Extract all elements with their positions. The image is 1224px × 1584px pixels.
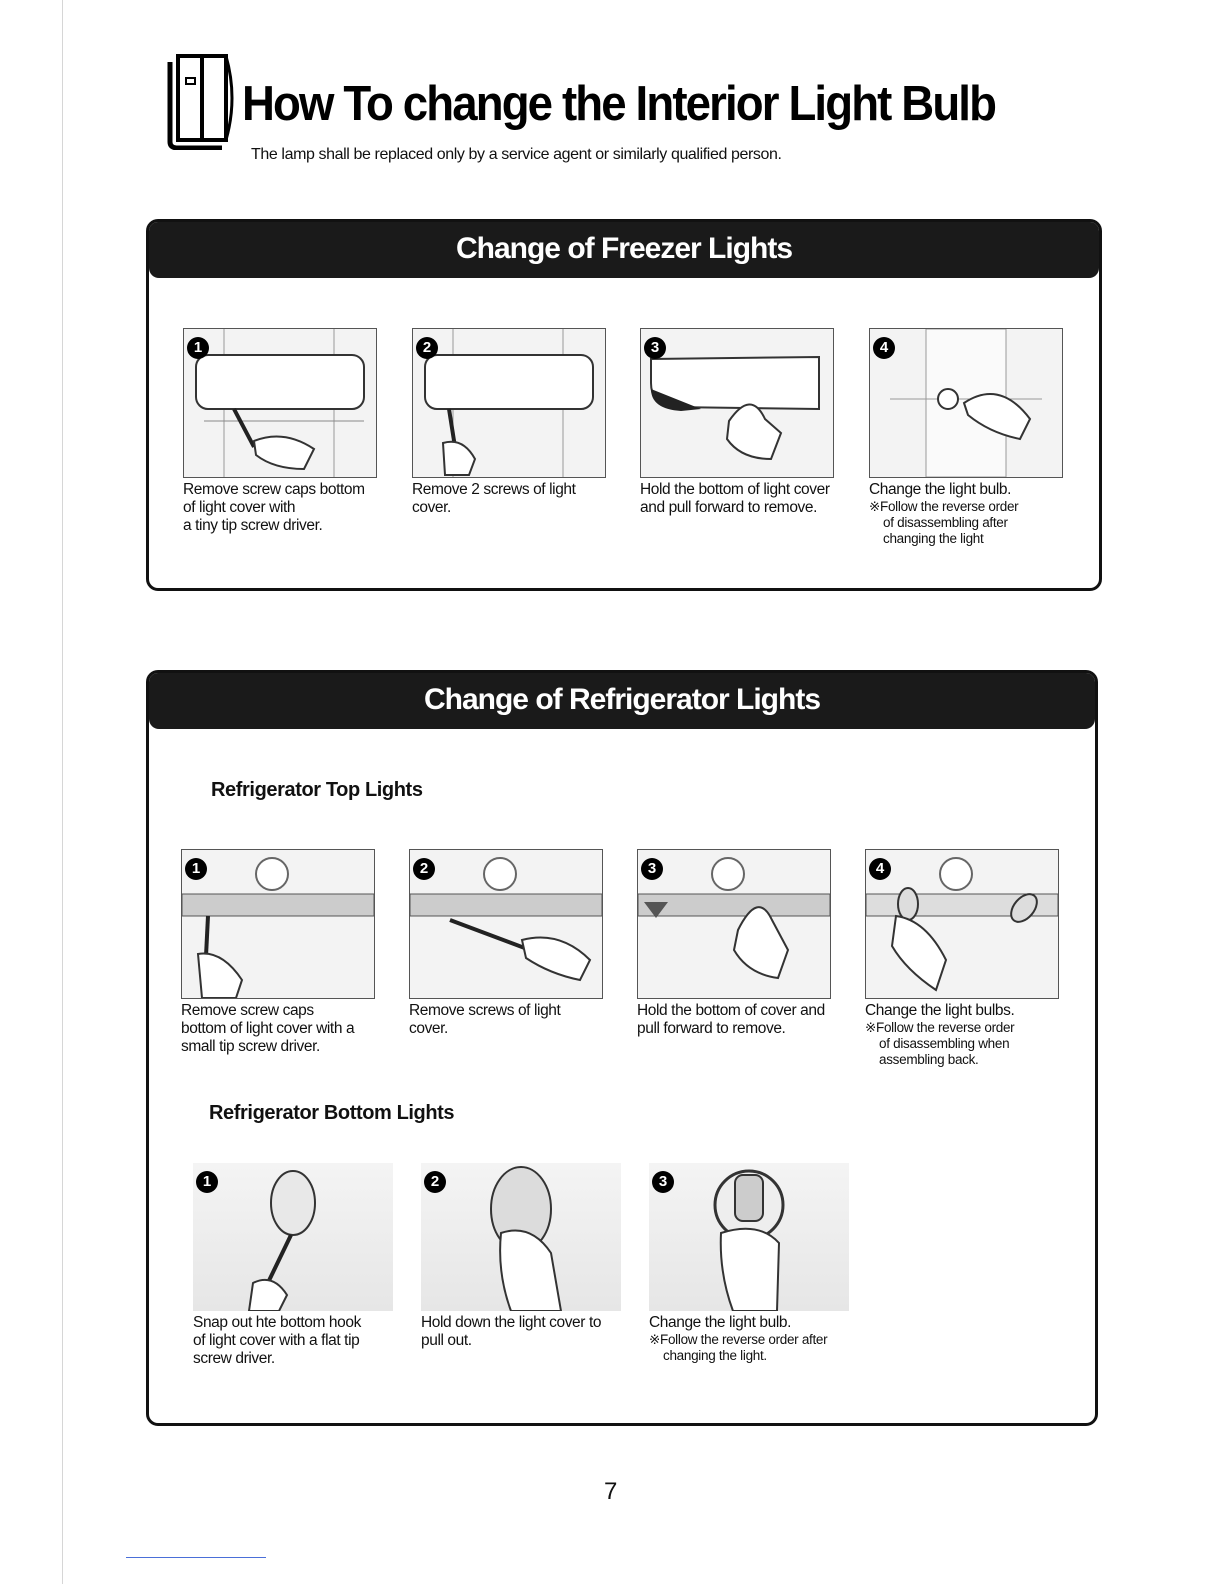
- remove-screws-drawing: [413, 329, 605, 477]
- freezer-step-1: [183, 328, 393, 535]
- footer-rule: [126, 1557, 266, 1558]
- step-number-badge: 3: [652, 1171, 674, 1193]
- bottom-step-2-caption: Hold down the light cover to pull out.: [421, 1314, 602, 1349]
- top-remove-screws-drawing: [410, 850, 602, 998]
- step-number-badge: 1: [196, 1171, 218, 1193]
- refrigerator-lights-section: [146, 670, 1098, 1426]
- top-step-2-illustration: [409, 849, 603, 999]
- top-step-1: [181, 849, 391, 1056]
- step-note: ※Follow the reverse order of disassembling after changing the light: [869, 499, 1019, 546]
- hold-down-cover-drawing: [421, 1163, 621, 1311]
- step-note: ※Follow the reverse order after changing the light.: [649, 1332, 828, 1363]
- bottom-step-2-illustration: [421, 1163, 621, 1311]
- light-cover-screwdriver-drawing: [184, 329, 376, 477]
- top-step-2: [409, 849, 619, 1038]
- top-step-4-caption: Change the light bulbs. ※Follow the reverse order of disassembling when assembling back.: [865, 1002, 1075, 1068]
- page-number: 7: [604, 1478, 618, 1505]
- freezer-step-1-illustration: [183, 328, 377, 478]
- freezer-step-4: [869, 328, 1079, 547]
- change-bulb-drawing: [870, 329, 1062, 477]
- bottom-step-3-illustration: [649, 1163, 849, 1311]
- freezer-step-2-illustration: [412, 328, 606, 478]
- top-step-2-caption: Remove screws of light cover.: [409, 1002, 561, 1037]
- freezer-step-4-illustration: [869, 328, 1063, 478]
- bottom-step-1-illustration: [193, 1163, 393, 1311]
- page-subtitle: The lamp shall be replaced only by a service agent or similarly qualified person.: [251, 146, 782, 163]
- refrigerator-section-title: Change of Refrigerator Lights: [149, 673, 1095, 729]
- snap-hook-drawing: [193, 1163, 393, 1311]
- bottom-step-1-caption: Snap out hte bottom hook of light cover with a flat tip screw driver.: [193, 1314, 361, 1367]
- freezer-lights-section: [146, 219, 1102, 591]
- top-step-1-caption: Remove screw caps bottom of light cover with a small tip screw driver.: [181, 1002, 355, 1055]
- bottom-step-3: [649, 1163, 859, 1364]
- freezer-step-2-caption: Remove 2 screws of light cover.: [412, 481, 576, 516]
- top-lights-heading: Refrigerator Top Lights: [211, 779, 423, 801]
- refrigerator-icon: [156, 48, 244, 150]
- step-number-badge: 2: [416, 337, 438, 359]
- freezer-step-3: [640, 328, 850, 517]
- step-number-badge: 1: [185, 858, 207, 880]
- top-step-3: [637, 849, 847, 1038]
- top-step-4-illustration: [865, 849, 1059, 999]
- top-change-bulbs-drawing: [866, 850, 1058, 998]
- bottom-step-1: [193, 1163, 403, 1368]
- step-note: ※Follow the reverse order of disassembling when assembling back.: [865, 1020, 1015, 1067]
- change-bottom-bulb-drawing: [649, 1163, 849, 1311]
- pull-cover-drawing: [641, 329, 833, 477]
- bottom-step-3-caption: Change the light bulb. ※Follow the reverse order after changing the light.: [649, 1314, 859, 1364]
- bottom-lights-heading: Refrigerator Bottom Lights: [209, 1102, 455, 1124]
- step-number-badge: 2: [424, 1171, 446, 1193]
- step-number-badge: 3: [644, 337, 666, 359]
- top-step-1-illustration: [181, 849, 375, 999]
- freezer-step-3-illustration: [640, 328, 834, 478]
- page-margin-rule: [62, 0, 63, 1584]
- freezer-section-title: Change of Freezer Lights: [149, 222, 1099, 278]
- freezer-step-3-caption: Hold the bottom of light cover and pull forward to remove.: [640, 481, 830, 516]
- step-number-badge: 1: [187, 337, 209, 359]
- step-number-badge: 4: [873, 337, 895, 359]
- step-number-badge: 2: [413, 858, 435, 880]
- freezer-step-1-caption: Remove screw caps bottom of light cover with a tiny tip screw driver.: [183, 481, 365, 534]
- step-number-badge: 3: [641, 858, 663, 880]
- top-light-screwdriver-drawing: [182, 850, 374, 998]
- top-step-4: [865, 849, 1075, 1068]
- top-pull-cover-drawing: [638, 850, 830, 998]
- page-header: [150, 40, 1110, 180]
- step-number-badge: 4: [869, 858, 891, 880]
- page-title: How To change the Interior Light Bulb: [242, 77, 996, 131]
- top-step-3-caption: Hold the bottom of cover and pull forward to remove.: [637, 1002, 825, 1037]
- bottom-step-2: [421, 1163, 631, 1350]
- freezer-step-4-caption: Change the light bulb. ※Follow the reverse order of disassembling after changing the light: [869, 481, 1079, 547]
- top-step-3-illustration: [637, 849, 831, 999]
- freezer-step-2: [412, 328, 622, 517]
